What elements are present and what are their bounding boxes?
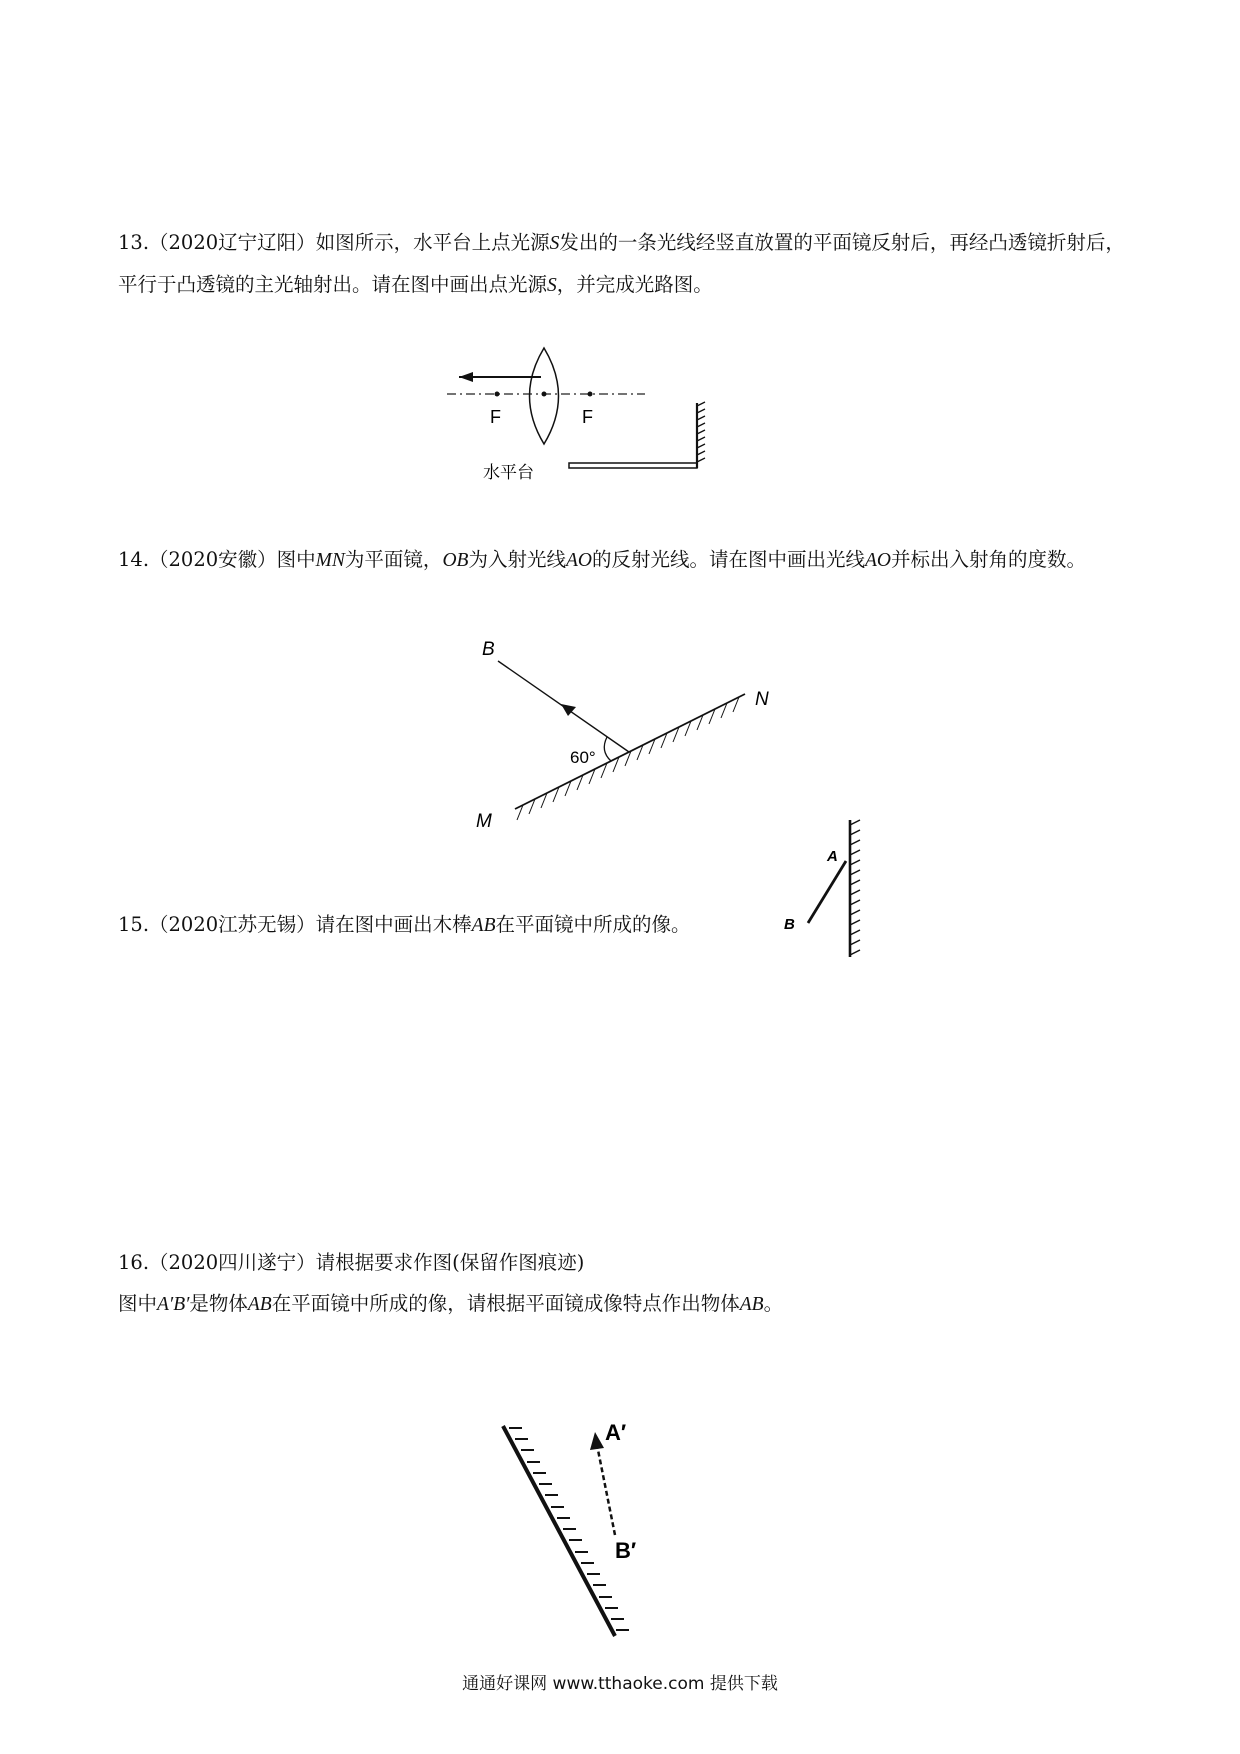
q13-symbol-s: S bbox=[549, 233, 560, 254]
q16-label-a-prime: A′ bbox=[605, 1420, 627, 1445]
q16-mirror-hatching bbox=[509, 1428, 629, 1630]
q14-label-m: M bbox=[476, 811, 492, 832]
q13-focus-label-right: F bbox=[582, 407, 593, 427]
q14-reflection-diagram bbox=[470, 637, 800, 837]
q16-image-ab bbox=[597, 1445, 615, 1535]
q14-angle-arc bbox=[604, 737, 611, 761]
question-15-text bbox=[118, 904, 1128, 946]
q16-image-arrow bbox=[590, 1432, 604, 1450]
q16-text-1: 图中 bbox=[118, 1292, 158, 1315]
q13-platform-label: 水平台 bbox=[483, 463, 534, 482]
q13-platform bbox=[569, 463, 697, 468]
q15-text-2: 在平面镜中所成的像。 bbox=[495, 913, 691, 936]
q15-number: 15. bbox=[118, 913, 150, 936]
q14-symbol-mn: MN bbox=[315, 550, 345, 571]
q14-mirror-mn bbox=[515, 694, 745, 809]
q14-symbol-ao-2: AO bbox=[864, 550, 891, 571]
q14-source: （2020安徽） bbox=[149, 548, 277, 571]
q13-focus-label-left: F bbox=[490, 407, 501, 427]
q16-line-1: 请根据要求作图(保留作图痕迹) bbox=[315, 1251, 585, 1274]
q16-text-4: 。 bbox=[763, 1292, 784, 1315]
q14-label-n: N bbox=[755, 689, 769, 710]
q15-symbol-ab: AB bbox=[471, 915, 496, 936]
q15-source: （2020江苏无锡） bbox=[149, 913, 316, 936]
q14-symbol-ao: AO bbox=[565, 550, 592, 571]
q15-text-1: 请在图中画出木棒 bbox=[315, 913, 472, 936]
q13-number: 13. bbox=[118, 231, 150, 254]
q13-text-2: 发出的一条光线经竖直放置的平面镜反射后，再经凸透镜折射后，平行于凸透镜的主光轴射出。请在图中画出点光源 bbox=[118, 231, 1125, 296]
q13-text-3: ，并完成光路图。 bbox=[556, 273, 713, 296]
q14-text-2: 为平面镜， bbox=[344, 548, 443, 571]
q16-source: （2020四川遂宁） bbox=[149, 1251, 316, 1274]
q13-symbol-s-2: S bbox=[547, 275, 557, 296]
q13-mirror-hatching bbox=[697, 402, 705, 462]
q15-mirror-diagram bbox=[780, 817, 890, 962]
q14-label-b: B bbox=[482, 639, 495, 660]
q13-optical-center bbox=[542, 392, 547, 397]
q16-text-2: 是物体 bbox=[189, 1292, 248, 1315]
question-16-text bbox=[118, 1242, 1128, 1325]
q14-text-4: 的反射光线。请在图中画出光线 bbox=[591, 548, 865, 571]
page-footer: 通通好课网 www.tthaoke.com 提供下载 bbox=[462, 1674, 778, 1694]
q16-symbol-ab: AB bbox=[247, 1294, 272, 1315]
question-13-text bbox=[118, 222, 1128, 306]
q13-focus-point-right bbox=[588, 392, 593, 397]
q14-text-1: 图中 bbox=[276, 548, 316, 571]
q15-label-a: A bbox=[827, 848, 838, 865]
q13-ray-arrow bbox=[459, 372, 473, 382]
q13-source: （2020辽宁辽阳） bbox=[149, 231, 316, 254]
q16-symbol-a-prime-b-prime: A′B′ bbox=[157, 1294, 190, 1315]
q14-text-5: 并标出入射角的度数。 bbox=[890, 548, 1086, 571]
q16-symbol-ab-2: AB bbox=[739, 1294, 764, 1315]
q16-mirror-diagram bbox=[495, 1418, 695, 1643]
q15-stick-ab bbox=[808, 861, 846, 923]
q16-mirror bbox=[503, 1426, 615, 1636]
q14-angle-label: 60° bbox=[570, 748, 596, 767]
q14-text-3: 为入射光线 bbox=[468, 548, 566, 571]
q16-label-b-prime: B′ bbox=[615, 1538, 637, 1563]
q14-mirror-hatching bbox=[517, 697, 739, 820]
q14-number: 14. bbox=[118, 548, 150, 571]
q14-symbol-ob: OB bbox=[442, 550, 469, 571]
q13-focus-point-left bbox=[495, 392, 500, 397]
q15-mirror-hatching bbox=[850, 820, 860, 955]
question-14-text bbox=[118, 539, 1128, 581]
q13-lens-diagram bbox=[445, 343, 755, 488]
q13-text-1: 如图所示，水平台上点光源 bbox=[315, 231, 550, 254]
q15-label-b: B bbox=[784, 916, 795, 933]
q16-text-3: 在平面镜中所成的像，请根据平面镜成像特点作出物体 bbox=[271, 1292, 740, 1315]
q16-number: 16. bbox=[118, 1251, 150, 1274]
